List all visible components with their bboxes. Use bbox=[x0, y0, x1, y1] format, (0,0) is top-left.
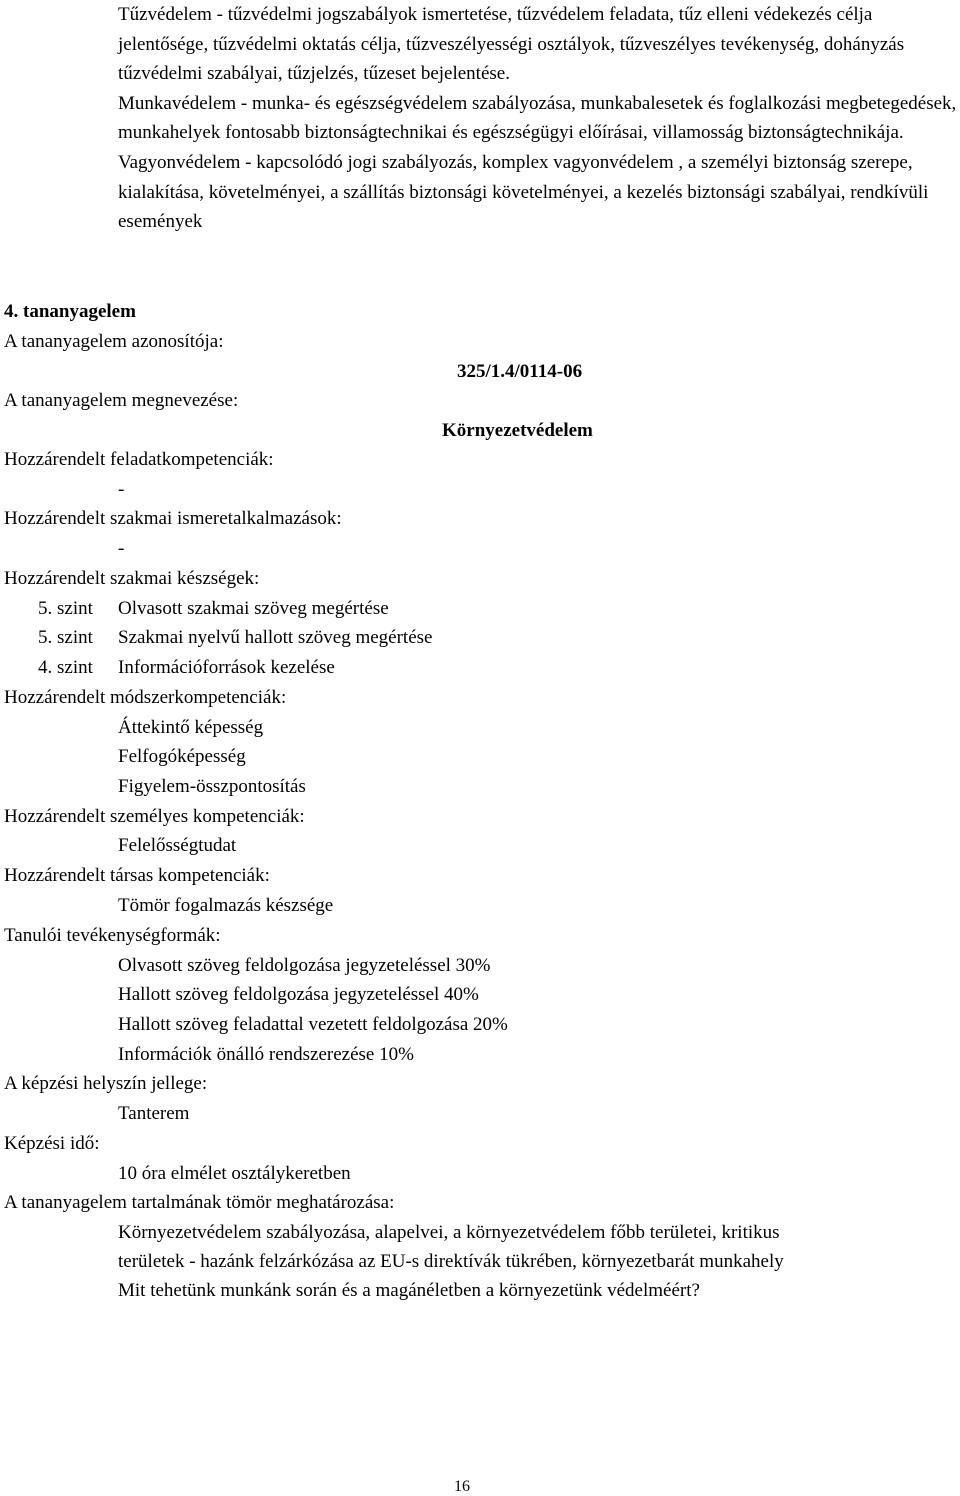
id-label: A tananyagelem azonosítója: bbox=[4, 331, 224, 352]
social-item: Tömör fogalmazás készsége bbox=[118, 895, 334, 916]
munkavedelem-paragraph: Munkavédelem - munka- és egészségvédelem szabályozása, munkabalesetek és foglalkozási megbetegedések, munkahelyek fontosabb biztonságtechnikai és egészségügyi előírásai, villamosság biztonságtechnikája. bbox=[118, 92, 957, 144]
page-number: 16 bbox=[454, 1478, 470, 1495]
personal-label: Hozzárendelt személyes kompetenciák: bbox=[4, 806, 305, 827]
personal-item: Felelősségtudat bbox=[118, 835, 237, 856]
skills-label: Hozzárendelt szakmai készségek: bbox=[4, 568, 260, 589]
skill-level: 5. szint bbox=[38, 627, 93, 648]
method-item: Áttekintő képesség bbox=[118, 717, 264, 738]
activities-label: Tanulói tevékenységformák: bbox=[4, 925, 221, 946]
skill-text: Szakmai nyelvű hallott szöveg megértése bbox=[118, 627, 433, 648]
name-label: A tananyagelem megnevezése: bbox=[4, 390, 239, 411]
intro-paragraphs bbox=[118, 0, 960, 237]
skill-level: 5. szint bbox=[38, 598, 93, 619]
method-item: Felfogóképesség bbox=[118, 746, 246, 767]
task-value: - bbox=[118, 479, 125, 500]
method-item: Figyelem-összpontosítás bbox=[118, 776, 306, 797]
skill-text: Információforrások kezelése bbox=[118, 657, 335, 678]
content-line: Mit tehetünk munkánk során és a magánéletben a környezetünk védelméért? bbox=[118, 1280, 700, 1301]
skill-text: Olvasott szakmai szöveg megértése bbox=[118, 598, 389, 619]
section-heading: 4. tananyagelem bbox=[4, 301, 136, 322]
activity-item: Olvasott szöveg feldolgozása jegyzeteléssel 30% bbox=[118, 955, 491, 976]
place-label: A képzési helyszín jellege: bbox=[4, 1073, 208, 1094]
activity-item: Hallott szöveg feldolgozása jegyzeteléssel 40% bbox=[118, 984, 479, 1005]
place-value: Tanterem bbox=[118, 1103, 190, 1124]
social-label: Hozzárendelt társas kompetenciák: bbox=[4, 865, 270, 886]
tuzvedelem-paragraph: Tűzvédelem - tűzvédelmi jogszabályok ismertetése, tűzvédelem feladata, tűz elleni védekezés célja jelentősége, tűzvédelmi oktatás célja, tűzveszélyességi osztályok, tűzveszélyes tevékenység, dohányzás tűzvédelmi szabályai, tűzjelzés, tűzeset bejelentése. bbox=[118, 4, 905, 85]
task-label: Hozzárendelt feladatkompetenciák: bbox=[4, 449, 274, 470]
content-label: A tananyagelem tartalmának tömör meghatározása: bbox=[4, 1192, 395, 1213]
activity-item: Információk önálló rendszerezése 10% bbox=[118, 1044, 414, 1065]
time-label: Képzési idő: bbox=[4, 1133, 100, 1154]
vagyonvedelem-paragraph: Vagyonvédelem - kapcsolódó jogi szabályozás, komplex vagyonvédelem , a személyi biztonság szerepe, kialakítása, követelményei, a szállítás biztonsági követelményei, a kezelés biztonsági szabályai, rendkívüli események bbox=[118, 151, 929, 233]
content-line: területek - hazánk felzárkózása az EU-s direktívák tükrében, környezetbarát munkahely bbox=[118, 1251, 784, 1272]
method-label: Hozzárendelt módszerkompetenciák: bbox=[4, 687, 287, 708]
time-value: 10 óra elmélet osztálykeretben bbox=[118, 1163, 351, 1184]
knowledge-value: - bbox=[118, 538, 125, 559]
activity-item: Hallott szöveg feladattal vezetett feldolgozása 20% bbox=[118, 1014, 508, 1035]
content-line: Környezetvédelem szabályozása, alapelvei, a környezetvédelem főbb területei, kritikus bbox=[118, 1222, 780, 1243]
knowledge-label: Hozzárendelt szakmai ismeretalkalmazások: bbox=[4, 508, 342, 529]
skill-level: 4. szint bbox=[38, 657, 93, 678]
name-value: Környezetvédelem bbox=[442, 420, 593, 441]
id-value: 325/1.4/0114-06 bbox=[457, 361, 583, 382]
